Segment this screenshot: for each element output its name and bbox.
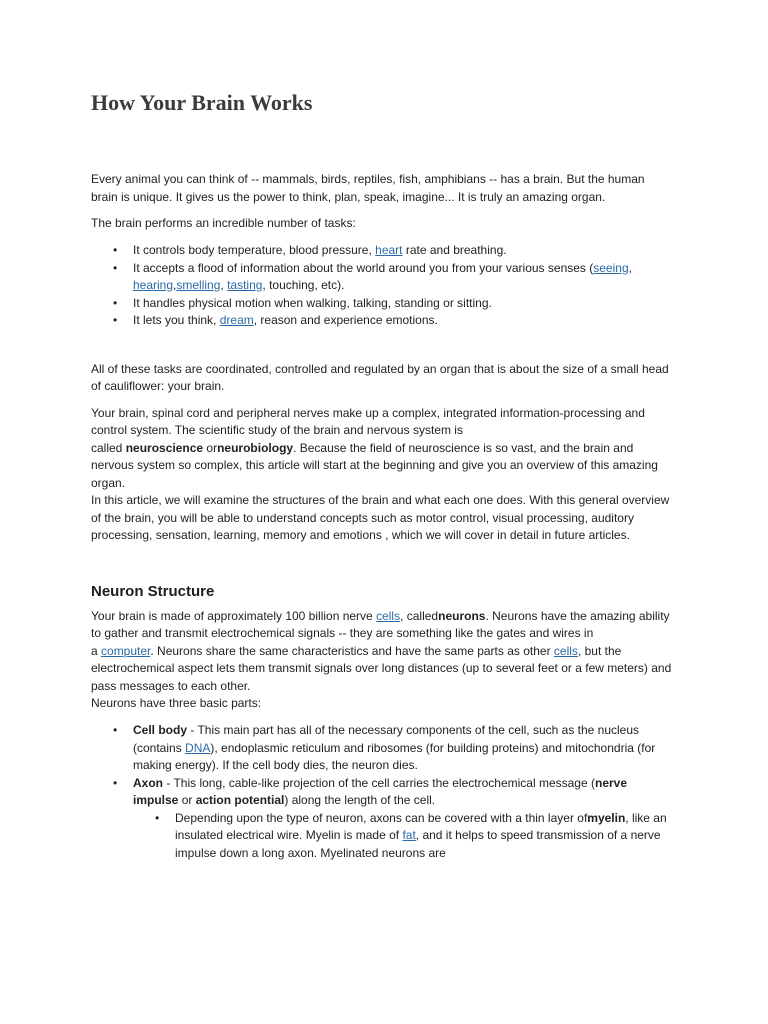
link-heart[interactable]: heart: [375, 243, 403, 257]
list-item: [133, 312, 672, 330]
list-item: [133, 722, 672, 775]
list-item: [133, 260, 672, 295]
section-heading: Neuron Structure: [91, 582, 215, 600]
list-item-text: - This long, cable-like projection of the cell carries the electrochemical message (: [163, 775, 595, 790]
list-item-text: , reason and experience emotions.: [253, 313, 438, 327]
paragraph-text: . Because the field of neuroscience is so vast, and the brain and nervous system so complex, this article will start at the beginning and give you an overview of this amazing organ.: [91, 440, 658, 490]
paragraph-text: a: [91, 643, 102, 658]
bold-term-nerve-impulse: nerve impulse: [133, 775, 628, 807]
page-title: How Your Brain Works: [91, 90, 313, 115]
overview-paragraph: [91, 405, 672, 493]
bold-term-myelin: myelin: [587, 810, 626, 825]
coordination-paragraph: All of these tasks are coordinated, controlled and regulated by an organ that is about the size of a small head of cauliflower: your brain.: [91, 361, 669, 393]
link-computer[interactable]: computer: [101, 643, 151, 658]
list-item-text: ) along the length of the cell.: [284, 793, 436, 807]
intro-paragraph: Every animal you can think of -- mammals, birds, reptiles, fish, amphibians -- has a brain. But the human brain is unique. It gives us the power to think, plan, speak, imagine... It is truly an amazing organ.: [91, 172, 645, 204]
list-item: [133, 775, 672, 863]
bold-term-neurons: neurons: [438, 608, 486, 623]
bold-term-neuroscience: neuroscience: [125, 440, 204, 455]
list-item-text: rate and breathing.: [402, 243, 507, 257]
list-item-text: , like an insulated electrical wire. Myelin is made of: [175, 810, 667, 842]
list-item: [175, 810, 672, 863]
list-item-text: ,: [173, 278, 177, 292]
paragraph-text: , called: [400, 608, 439, 623]
paragraph-text: . Neurons have the amazing ability to gather and transmit electrochemical signals -- they are something like the gates and wires in: [91, 608, 670, 640]
neuron-intro-paragraph: [91, 608, 672, 696]
bold-term-neurobiology: neurobiology: [217, 440, 294, 455]
neuron-parts-list: [91, 722, 672, 862]
link-cells[interactable]: cells: [553, 643, 578, 658]
article-plan-paragraph: In this article, we will examine the structures of the brain and what each one does. With this general overview of the brain, you will be able to understand concepts such as motor control, visual processing, auditory processing, sensation, learning, memory and emotions , which we will cover in detail in future articles.: [91, 493, 670, 542]
link-tasting[interactable]: tasting: [227, 278, 263, 292]
list-item-text: It lets you think,: [133, 313, 220, 327]
link-smelling[interactable]: smelling: [176, 278, 221, 292]
parts-lead-paragraph: Neurons have three basic parts:: [91, 696, 262, 710]
link-dna[interactable]: DNA: [185, 740, 211, 755]
bold-term-cell-body: Cell body: [133, 723, 188, 737]
link-dream[interactable]: dream: [219, 313, 254, 327]
axon-sublist: [133, 810, 672, 863]
paragraph-text: . Neurons share the same characteristics and have the same parts as other: [150, 643, 554, 658]
list-item-text: - This main part has all of the necessary components of the cell, such as the nucleus (contains: [133, 723, 640, 755]
list-item-text: It controls body temperature, blood pressure,: [133, 243, 376, 257]
list-item: [133, 242, 672, 260]
paragraph-text: or: [203, 440, 218, 455]
tasks-lead-paragraph: The brain performs an incredible number of tasks:: [91, 216, 356, 230]
list-item-text: , and it helps to speed transmission of a nerve impulse down a long axon. Myelinated neurons are: [175, 828, 661, 860]
link-hearing[interactable]: hearing: [133, 278, 174, 292]
link-seeing[interactable]: seeing: [593, 260, 629, 275]
list-item-text: , touching, etc).: [262, 278, 345, 292]
bold-term-axon: Axon: [133, 775, 163, 790]
bold-term-action-potential: action potential: [195, 793, 285, 807]
paragraph-text: Your brain is made of approximately 100 billion nerve: [91, 608, 377, 623]
list-item: [133, 295, 672, 313]
list-item-text: ,: [220, 278, 228, 292]
paragraph-text: called: [91, 440, 126, 455]
list-item-text: It accepts a flood of information about the world around you from your various senses (: [133, 260, 594, 275]
link-cells[interactable]: cells: [376, 608, 401, 623]
tasks-list: [91, 242, 672, 330]
paragraph-text: Your brain, spinal cord and peripheral nerves make up a complex, integrated information-processing and control system. The scientific study of the brain and nervous system is: [91, 405, 645, 437]
list-item-text: ), endoplasmic reticulum and ribosomes (for building proteins) and mitochondria (for making energy). If the cell body dies, the neuron dies.: [133, 740, 656, 772]
list-item-text: ,: [628, 260, 632, 275]
paragraph-text: , but the electrochemical aspect lets them transmit signals over long distances (up to several feet or a few meters) and pass messages to each other.: [91, 643, 672, 693]
list-item-text: It handles physical motion when walking, talking, standing or sitting.: [133, 295, 492, 310]
list-item-text: Depending upon the type of neuron, axons can be covered with a thin layer of: [175, 810, 588, 825]
list-item-text: or: [178, 793, 196, 807]
link-fat[interactable]: fat: [402, 828, 416, 842]
